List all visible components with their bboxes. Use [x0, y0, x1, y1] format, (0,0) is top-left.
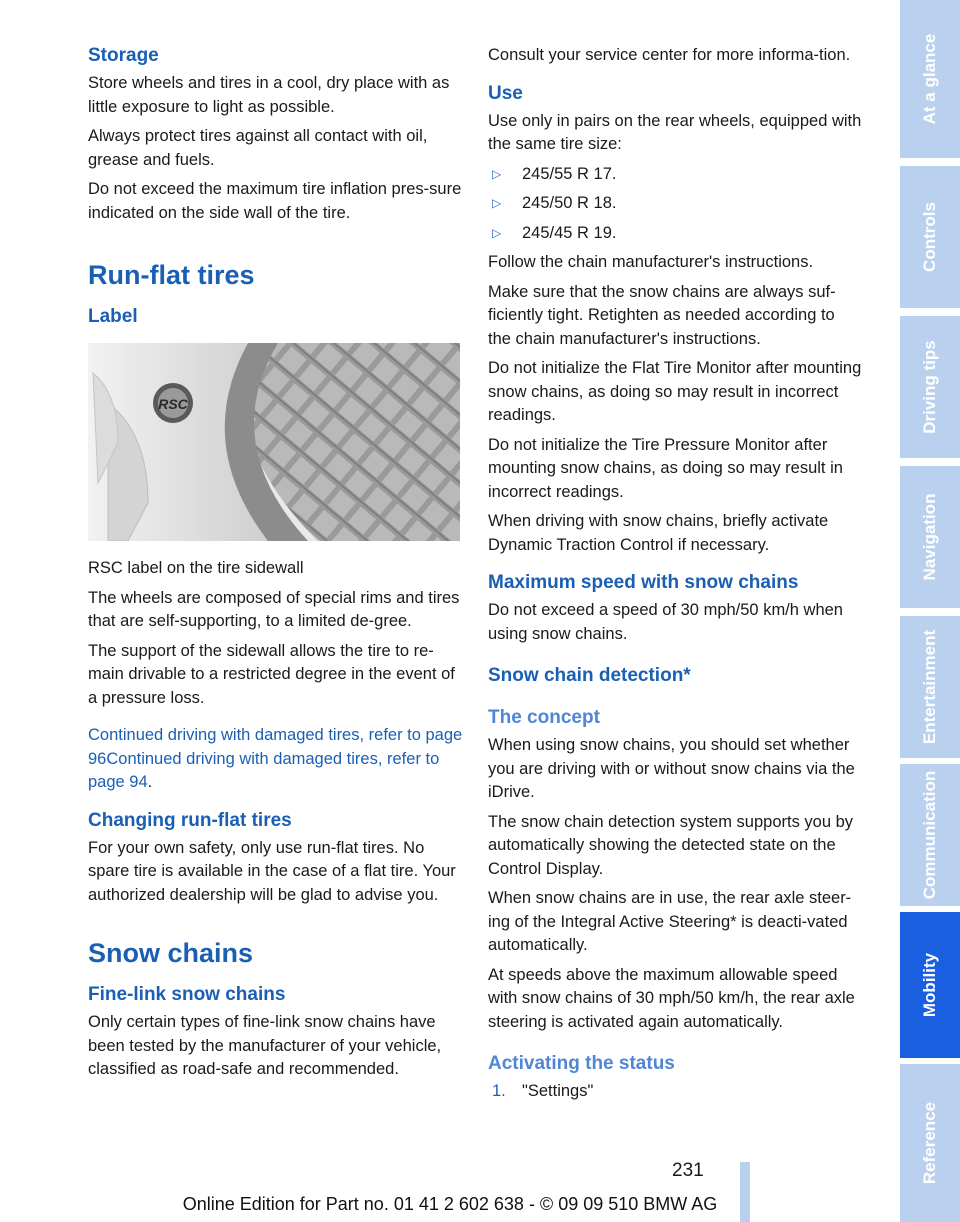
tab-navigation[interactable]: Navigation — [900, 466, 960, 608]
tab-reference[interactable]: Reference — [900, 1064, 960, 1222]
detection-heading: Snow chain detection* — [488, 665, 691, 686]
list-item — [488, 163, 862, 187]
step-text: "Settings" — [522, 1082, 594, 1100]
use-heading: Use — [488, 82, 523, 104]
max-speed-paragraph: Do not exceed a speed of 30 mph/50 km/h when using snow chains. — [488, 601, 843, 643]
label-heading: Label — [88, 306, 138, 327]
list-item — [488, 192, 862, 216]
tab-mobility[interactable]: Mobility — [900, 912, 960, 1058]
tab-driving-tips[interactable]: Driving tips — [900, 316, 960, 458]
fine-link-heading: Fine-link snow chains — [88, 984, 286, 1005]
max-speed-heading: Maximum speed with snow chains — [488, 572, 799, 593]
bullet-arrow-icon: ▷ — [492, 225, 502, 240]
runflat-paragraph-1: The wheels are composed of special rims and tires that are self-supporting, to a limited de-gree. — [88, 588, 460, 630]
bullet-arrow-icon: ▷ — [492, 196, 502, 210]
page-number: 231 — [672, 1160, 704, 1181]
flat-tire-paragraph: Do not initialize the Flat Tire Monitor after mounting snow chains, as doing so may result in incorrect readings. — [488, 359, 862, 424]
rsc-tire-illustration — [88, 343, 460, 541]
tab-at-a-glance[interactable]: At a glance — [900, 0, 960, 158]
runflat-paragraph-2: The support of the sidewall allows the tire to re-main drivable to a restricted degree in the event of a pressure loss. — [88, 641, 455, 707]
pressure-paragraph: Do not initialize the Tire Pressure Monitor after mounting snow chains, as doing so may result in incorrect readings. — [488, 435, 843, 501]
storage-paragraph-3: Do not exceed the maximum tire inflation pres-sure indicated on the side wall of the tire. — [88, 180, 462, 222]
bullet-arrow-icon: ▷ — [492, 166, 502, 181]
tire-size: 245/55 R 17. — [522, 164, 617, 183]
storage-paragraph-1: Store wheels and tires in a cool, dry place with as little exposure to light as possible. — [88, 74, 450, 116]
reference-period: . — [147, 773, 153, 791]
footer-text: Online Edition for Part no. 01 41 2 602 638 - © 09 09 510 BMW AG — [182, 1194, 718, 1214]
use-paragraph: Use only in pairs on the rear wheels, equipped with the same tire size: — [488, 111, 862, 153]
dtc-paragraph: When driving with snow chains, briefly activate Dynamic Traction Control if necessary. — [488, 512, 829, 554]
fine-link-paragraph: Only certain types of fine-link snow chains have been tested by the manufacturer of your vehicle, classified as road-safe and recommended. — [88, 1013, 442, 1078]
tab-communication[interactable]: Communication — [900, 764, 960, 906]
tight-paragraph: Make sure that the snow chains are always suf-ficiently tight. Retighten as needed according to the chain manufacturer's instructions. — [488, 282, 836, 348]
step-number: 1. — [492, 1082, 506, 1100]
concept-paragraph-4: At speeds above the maximum allowable speed with snow chains of 30 mph/50 km/h, the rear axle steering is activated again automatically. — [488, 965, 855, 1031]
tire-sidewall-image — [88, 343, 460, 541]
activating-heading: Activating the status — [488, 1053, 675, 1074]
tab-controls[interactable]: Controls — [900, 166, 960, 308]
concept-paragraph-2: The snow chain detection system supports you by automatically showing the detected state on the Control Display. — [488, 812, 854, 878]
snow-chains-heading: Snow chains — [88, 938, 254, 968]
storage-paragraph-2: Always protect tires against all contact with oil, grease and fuels. — [88, 127, 428, 169]
concept-paragraph-3: When snow chains are in use, the rear axle steer-ing of the Integral Active Steering* is deacti-vated automatically. — [488, 889, 852, 954]
left-column — [88, 44, 464, 1088]
damaged-tires-link[interactable]: Continued driving with damaged tires, refer to page 96Continued driving with damaged tires, refer to page 94 — [88, 726, 463, 791]
list-item — [488, 222, 862, 246]
image-caption: RSC label on the tire sidewall — [88, 559, 304, 577]
concept-heading: The concept — [488, 707, 600, 728]
right-column — [488, 44, 862, 1104]
follow-paragraph: Follow the chain manufacturer's instructions. — [488, 253, 814, 271]
changing-runflat-heading: Changing run-flat tires — [88, 809, 292, 831]
consult-paragraph: Consult your service center for more informa-tion. — [488, 46, 851, 64]
concept-paragraph-1: When using snow chains, you should set whether you are driving with or without snow chains via the iDrive. — [488, 736, 855, 801]
chapter-tabs — [900, 0, 960, 1222]
tab-entertainment[interactable]: Entertainment — [900, 616, 960, 758]
runflat-heading: Run-flat tires — [88, 260, 255, 290]
runflat-reference — [88, 724, 464, 795]
changing-paragraph: For your own safety, only use run-flat tires. No spare tire is available in the case of a flat tire. Your authorized dealership will be glad to advise you. — [88, 838, 456, 904]
tire-size: 245/50 R 18. — [522, 194, 617, 212]
rsc-logo: RSC — [158, 396, 188, 412]
list-item — [488, 1080, 862, 1104]
storage-heading: Storage — [88, 45, 159, 66]
tire-size: 245/45 R 19. — [522, 223, 617, 242]
